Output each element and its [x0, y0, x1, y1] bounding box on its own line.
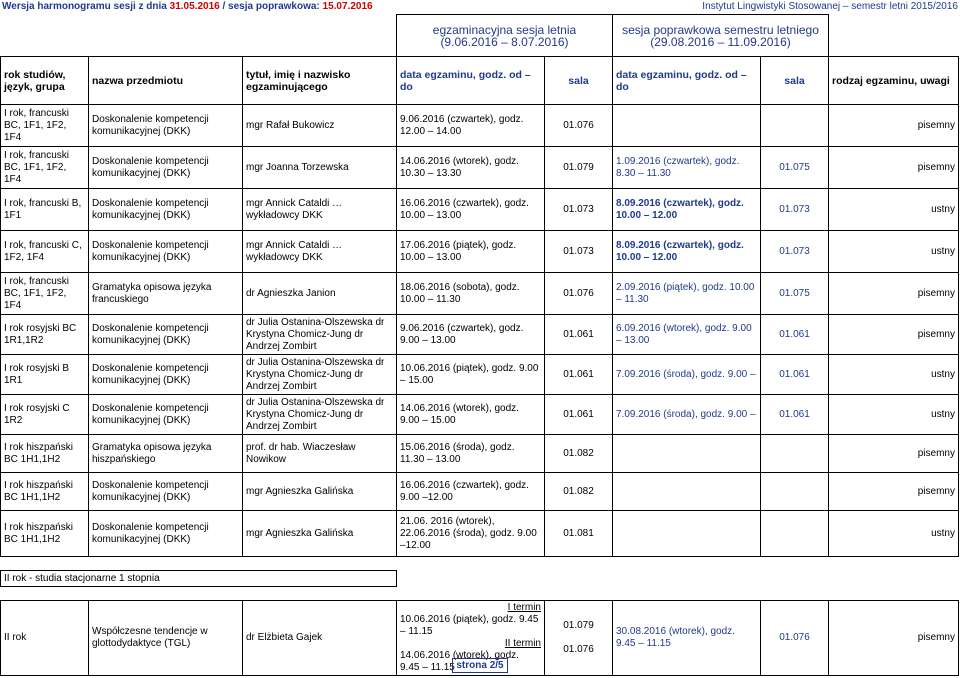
cell-date-1: 16.06.2016 (czwartek), godz. 10.00 – 13.00 [397, 189, 545, 231]
cell-date-2: 7.09.2016 (środa), godz. 9.00 – [613, 395, 761, 435]
cell-room-2: 01.073 [761, 189, 829, 231]
cell-year: I rok hiszpański BC 1H1,1H2 [1, 435, 89, 473]
cell-subject: Doskonalenie kompetencji komunikacyjnej (DKK) [89, 231, 243, 273]
cell-teacher: dr Julia Ostanina-Olszewska dr Krystyna Chomicz-Jung dr Andrzej Zombirt [243, 355, 397, 395]
cell-room-1: 01.061 [545, 355, 613, 395]
version-info [2, 1, 373, 12]
term-1-room: 01.079 [563, 620, 594, 631]
cell-type: ustny [829, 511, 959, 557]
section-summer-title: egzaminacyjna sesja letnia [432, 22, 577, 37]
cell-date-2 [613, 473, 761, 511]
cell-year: II rok [1, 601, 89, 676]
cell-room-2: 01.073 [761, 231, 829, 273]
cell-room-2 [761, 105, 829, 147]
cell-room-1: 01.082 [545, 435, 613, 473]
cell-teacher: prof. dr hab. Wiaczesław Nowikow [243, 435, 397, 473]
cell-year: I rok, francuski BC, 1F1, 1F2, 1F4 [1, 273, 89, 315]
cell-date-1: 10.06.2016 (piątek), godz. 9.00 – 15.00 [397, 355, 545, 395]
cell-subject: Gramatyka opisowa języka francuskiego [89, 273, 243, 315]
cell-date-2: 2.09.2016 (piątek), godz. 10.00 – 11.30 [613, 273, 761, 315]
cell-teacher: mgr Annick Cataldi … wykładowcy DKK [243, 189, 397, 231]
table-row [1, 355, 959, 395]
cell-room-1: 01.076 [545, 273, 613, 315]
cell-date-2: 8.09.2016 (czwartek), godz. 10.00 – 12.00 [613, 231, 761, 273]
version-date-2: 15.07.2016 [322, 1, 373, 12]
cell-date-1: 15.06.2016 (środa), godz. 11.30 – 13.00 [397, 435, 545, 473]
cell-type: pisemny [829, 315, 959, 355]
table-row [1, 105, 959, 147]
section-summer-dates: (9.06.2016 – 8.07.2016) [440, 34, 569, 49]
table-row [1, 147, 959, 189]
cell-subject: Doskonalenie kompetencji komunikacyjnej (DKK) [89, 315, 243, 355]
cell-teacher: mgr Annick Cataldi … wykładowcy DKK [243, 231, 397, 273]
header-teacher: tytuł, imię i nazwisko egzaminującego [243, 57, 397, 105]
cell-type: pisemny [829, 435, 959, 473]
cell-room-2 [761, 473, 829, 511]
cell-room-1: 01.081 [545, 511, 613, 557]
cell-year: I rok rosyjski BC 1R1,1R2 [1, 315, 89, 355]
cell-type: pisemny [829, 473, 959, 511]
cell-date-2 [613, 511, 761, 557]
cell-year: I rok, francuski BC, 1F1, 1F2, 1F4 [1, 147, 89, 189]
section-resit-dates: (29.08.2016 – 11.09.2016) [650, 34, 791, 49]
cell-date-1: 14.06.2016 (wtorek), godz. 9.00 – 15.00 [397, 395, 545, 435]
page-number-label: strona 2/5 [452, 658, 507, 673]
header-type: rodzaj egzaminu, uwagi [829, 57, 959, 105]
page-number [0, 660, 960, 671]
table-row [1, 435, 959, 473]
cell-date-1: 16.06.2016 (czwartek), godz. 9.00 –12.00 [397, 473, 545, 511]
cell-subject: Gramatyka opisowa języka hiszpańskiego [89, 435, 243, 473]
cell-subject: Współczesne tendencje w glottodydaktyce (TGL) [89, 601, 243, 676]
cell-date-1: 9.06.2016 (czwartek), godz. 9.00 – 13.00 [397, 315, 545, 355]
term-1-label: I termin [507, 602, 541, 613]
cell-type: ustny [829, 189, 959, 231]
cell-room-1: 01.073 [545, 189, 613, 231]
cell-teacher: dr Julia Ostanina-Olszewska dr Krystyna Chomicz-Jung dr Andrzej Zombirt [243, 395, 397, 435]
cell-date-1: 21.06. 2016 (wtorek), 22.06.2016 (środa), godz. 9.00 –12.00 [397, 511, 545, 557]
cell-room-2: 01.076 [761, 601, 829, 676]
table-row [1, 395, 959, 435]
cell-date-2 [613, 435, 761, 473]
cell-year: I rok, francuski B, 1F1 [1, 189, 89, 231]
cell-year: I rok, francuski BC, 1F1, 1F2, 1F4 [1, 105, 89, 147]
cell-subject: Doskonalenie kompetencji komunikacyjnej (DKK) [89, 395, 243, 435]
cell-room-2: 01.075 [761, 147, 829, 189]
version-date: 31.05.2016 [169, 1, 220, 12]
cell-date-2: 30.08.2016 (wtorek), godz. 9.45 – 11.15 [613, 601, 761, 676]
cell-type: ustny [829, 231, 959, 273]
cell-type: ustny [829, 355, 959, 395]
cell-year: I rok rosyjski C 1R2 [1, 395, 89, 435]
cell-type: pisemny [829, 273, 959, 315]
institute-info: Instytut Lingwistyki Stosowanej – semestr letni 2015/2016 [702, 1, 958, 12]
cell-year: I rok rosyjski B 1R1 [1, 355, 89, 395]
exam-schedule-table [0, 14, 959, 676]
cell-date-2: 8.09.2016 (czwartek), godz. 10.00 – 12.00 [613, 189, 761, 231]
cell-room-2: 01.075 [761, 273, 829, 315]
table-row [1, 511, 959, 557]
cell-subject: Doskonalenie kompetencji komunikacyjnej (DKK) [89, 511, 243, 557]
cell-date-1: 18.06.2016 (sobota), godz. 10.00 – 11.30 [397, 273, 545, 315]
table-row [1, 473, 959, 511]
cell-room-2: 01.061 [761, 395, 829, 435]
cell-room-1: 01.076 [545, 105, 613, 147]
cell-teacher: dr Julia Ostanina-Olszewska dr Krystyna Chomicz-Jung dr Andrzej Zombirt [243, 315, 397, 355]
cell-date-1: 17.06.2016 (piątek), godz. 10.00 – 13.00 [397, 231, 545, 273]
cell-subject: Doskonalenie kompetencji komunikacyjnej (DKK) [89, 147, 243, 189]
section-resit-title: sesja poprawkowa semestru letniego [622, 22, 819, 37]
cell-type: pisemny [829, 601, 959, 676]
cell-room-1: 01.061 [545, 315, 613, 355]
table-row [1, 231, 959, 273]
header-year: rok studiów, język, grupa [1, 57, 89, 105]
cell-room-1: 01.073 [545, 231, 613, 273]
term-2-label: II termin [504, 638, 541, 649]
cell-type: pisemny [829, 105, 959, 147]
cell-teacher: mgr Agnieszka Galińska [243, 511, 397, 557]
header-subject: nazwa przedmiotu [89, 57, 243, 105]
cell-subject: Doskonalenie kompetencji komunikacyjnej (DKK) [89, 189, 243, 231]
section-summer-session [397, 15, 613, 57]
table-row [1, 189, 959, 231]
cell-date-2: 7.09.2016 (środa), godz. 9.00 – [613, 355, 761, 395]
cell-year: I rok, francuski C, 1F2, 1F4 [1, 231, 89, 273]
term-2-room: 01.076 [563, 644, 594, 655]
section-resit-session [613, 15, 829, 57]
cell-room-2: 01.061 [761, 315, 829, 355]
cell-year: I rok hiszpański BC 1H1,1H2 [1, 511, 89, 557]
term-1-date: 10.06.2016 (piątek), godz. 9.45 – 11.15 [400, 614, 539, 637]
cell-subject: Doskonalenie kompetencji komunikacyjnej (DKK) [89, 473, 243, 511]
cell-date-1: 14.06.2016 (wtorek), godz. 10.30 – 13.30 [397, 147, 545, 189]
cell-date-2: 1.09.2016 (czwartek), godz. 8.30 – 11.30 [613, 147, 761, 189]
cell-type: ustny [829, 395, 959, 435]
cell-teacher: mgr Joanna Torzewska [243, 147, 397, 189]
header-room-1: sala [545, 57, 613, 105]
cell-room-2: 01.061 [761, 355, 829, 395]
table-row [1, 315, 959, 355]
cell-subject: Doskonalenie kompetencji komunikacyjnej (DKK) [89, 105, 243, 147]
cell-teacher: mgr Agnieszka Galińska [243, 473, 397, 511]
header-date-2: data egzaminu, godz. od – do [613, 57, 761, 105]
cell-type: pisemny [829, 147, 959, 189]
table-row [1, 273, 959, 315]
cell-date-2: 6.09.2016 (wtorek), godz. 9.00 – 13.00 [613, 315, 761, 355]
top-header-bar [0, 0, 960, 14]
cell-room-1: 01.061 [545, 395, 613, 435]
cell-room-1: 01.079 [545, 147, 613, 189]
cell-teacher: dr Agnieszka Janion [243, 273, 397, 315]
cell-date-2 [613, 105, 761, 147]
term-2-date: 14.06.2016 (wtorek), godz. 9.45 – 11.15 [400, 650, 519, 673]
cell-subject: Doskonalenie kompetencji komunikacyjnej (DKK) [89, 355, 243, 395]
cell-date-1: 9.06.2016 (czwartek), godz. 12.00 – 14.00 [397, 105, 545, 147]
header-room-2: sala [761, 57, 829, 105]
cell-teacher: dr Elżbieta Gajek [243, 601, 397, 676]
header-date-1: data egzaminu, godz. od – do [397, 57, 545, 105]
cell-room-2 [761, 511, 829, 557]
version-mid: / sesja poprawkowa: [219, 1, 323, 12]
version-prefix: Wersja harmonogramu sesji z dnia [2, 1, 170, 12]
cell-room-2 [761, 435, 829, 473]
cell-teacher: mgr Rafał Bukowicz [243, 105, 397, 147]
cell-year: I rok hiszpański BC 1H1,1H2 [1, 473, 89, 511]
cell-room-1: 01.082 [545, 473, 613, 511]
section-second-year: II rok - studia stacjonarne 1 stopnia [1, 571, 397, 587]
